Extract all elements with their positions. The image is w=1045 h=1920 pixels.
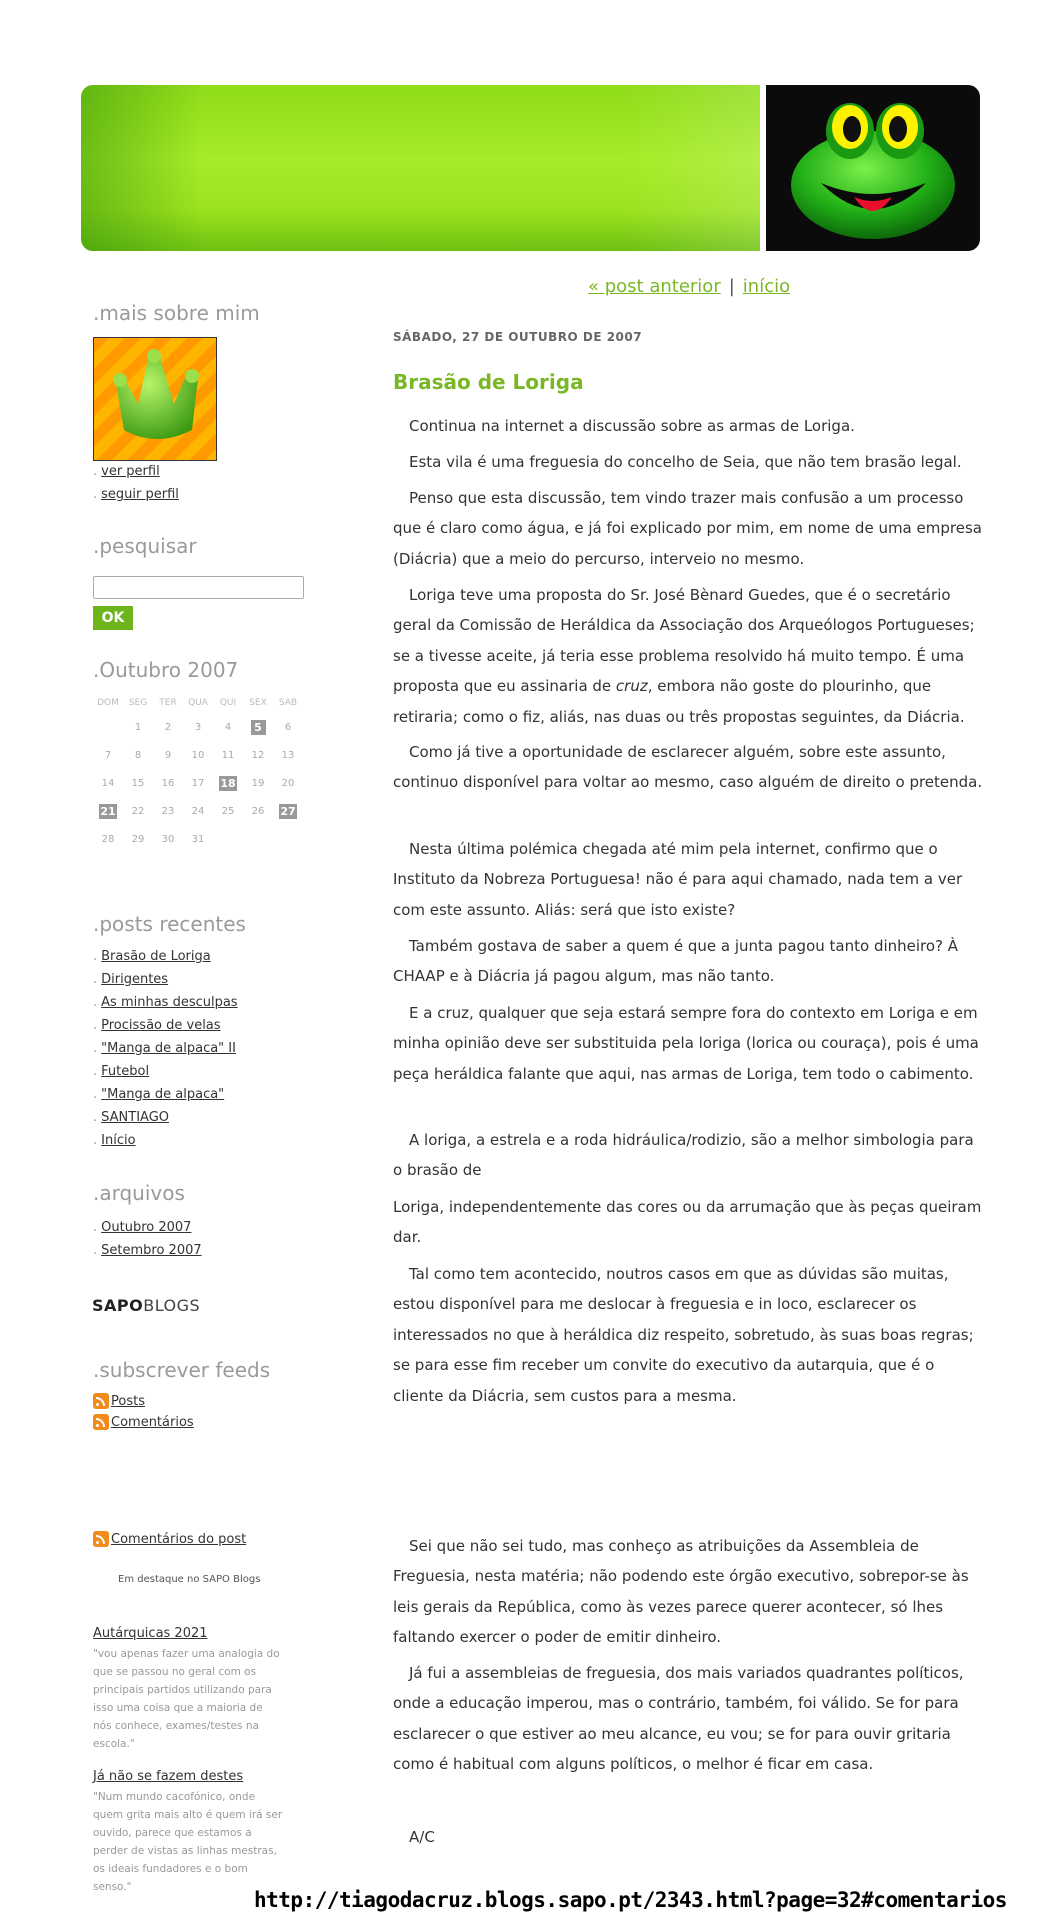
- recent-post-item: . Início: [93, 1133, 136, 1148]
- recent-post-link[interactable]: Procissão de velas: [101, 1018, 221, 1033]
- weekday-label: TER: [159, 698, 177, 708]
- recent-post-link[interactable]: Dirigentes: [101, 972, 169, 987]
- paragraph-text: , embora não goste do plourinho, que retiraria; como o fiz, aliás, nas duas ou três propostas seguintes, da Diácria.: [393, 677, 965, 726]
- calendar-day-number: 11: [221, 749, 235, 761]
- featured-label: Em destaque no SAPO Blogs: [118, 1574, 261, 1585]
- calendar-day-number: [221, 840, 236, 842]
- calendar-day-number: 5: [251, 720, 266, 735]
- calendar-weekdays: [93, 693, 303, 713]
- calendar-day: [153, 805, 183, 818]
- calendar-day: [123, 833, 153, 846]
- post-paragraph: Loriga, independentemente das cores ou da arrumação que às peças queiram dar.: [393, 1198, 982, 1247]
- post-comments-feed-link[interactable]: Comentários do post: [111, 1531, 247, 1547]
- post-paragraph: Penso que esta discussão, tem vindo trazer mais confusão a um processo que é claro como água, e já foi explicado por mim, em nome de uma empresa (Diácria) que a meio do percurso, interveio no mesmo.: [393, 489, 982, 568]
- weekday-label: SAB: [278, 698, 298, 708]
- calendar-day: [243, 777, 273, 790]
- weekday-label: SEX: [249, 698, 267, 708]
- archive-item: . Setembro 2007: [93, 1243, 202, 1258]
- calendar-day: [183, 721, 213, 734]
- calendar-week: [93, 713, 303, 741]
- featured-post-excerpt: "vou apenas fazer uma analogia do que se passou no geral com os principais partidos utilizando para isso uma coisa que a maioria de nós conhece, exames/testes na escola.": [93, 1648, 280, 1750]
- calendar-day-with-post[interactable]: [213, 776, 243, 791]
- rss-icon: [93, 1414, 109, 1430]
- calendar-day: [153, 721, 183, 734]
- logo-light-text: BLOGS: [143, 1296, 201, 1315]
- calendar-day-number: 25: [221, 805, 235, 817]
- calendar-day: [123, 721, 153, 734]
- calendar-day: [273, 834, 303, 845]
- calendar-day-number: 6: [284, 721, 292, 733]
- calendar-day: [183, 749, 213, 762]
- calendar-day-number: 30: [161, 833, 175, 845]
- calendar-day: [273, 749, 303, 762]
- archives-heading: .arquivos: [93, 1181, 185, 1205]
- archive-item: . Outubro 2007: [93, 1220, 192, 1235]
- calendar-day-number: 23: [161, 805, 175, 817]
- calendar-day: [243, 805, 273, 818]
- calendar-day-number: 20: [281, 777, 295, 789]
- calendar-day: [213, 749, 243, 762]
- profile-link-item: . ver perfil: [93, 464, 160, 479]
- search-heading: .pesquisar: [93, 534, 197, 558]
- calendar-heading: .Outubro 2007: [93, 658, 239, 682]
- recent-post-link[interactable]: Brasão de Loriga: [101, 949, 211, 964]
- feed-item: [93, 1393, 145, 1409]
- home-link[interactable]: início: [742, 276, 791, 297]
- weekday-label: QUA: [188, 698, 208, 708]
- recent-post-link[interactable]: SANTIAGO: [101, 1110, 169, 1125]
- calendar-day-number: 8: [134, 749, 142, 761]
- post-paragraph: [393, 580, 983, 732]
- recent-post-link[interactable]: "Manga de alpaca" II: [101, 1041, 236, 1056]
- calendar-day-number: 9: [164, 749, 172, 761]
- calendar-day: [123, 805, 153, 818]
- frog-logo: [766, 85, 980, 251]
- post-paragraph: Sei que não sei tudo, mas conheço as atribuições da Assembleia de Freguesia, nesta matéria; não podendo este órgão executivo, sobrepor-se às leis gerais da República, como às vezes parece querer acontecer, só lhes faltando exercer o poder de emitir dinheiro.: [393, 1537, 969, 1647]
- calendar-day-number: 27: [280, 804, 296, 818]
- post-signature: A/C: [409, 1828, 435, 1846]
- calendar-day-number: 17: [191, 777, 205, 789]
- calendar-day-number: 12: [251, 749, 265, 761]
- calendar-day-number: 28: [101, 833, 115, 845]
- paragraph-emphasis: cruz: [615, 677, 648, 696]
- feed-item: [93, 1414, 194, 1430]
- recent-post-link[interactable]: Futebol: [101, 1064, 150, 1079]
- calendar-week: [93, 797, 303, 825]
- calendar-day-number: 18: [220, 776, 236, 790]
- post-paragraph: Já fui a assembleias de freguesia, dos mais variados quadrantes políticos, onde a educação imperou, mas o contrário, também, foi válido. Se for para esclarecer o que estiver ao meu alcance, eu vou; se for para ouvir gritaria como é habitual com alguns políticos, o melhor é ficar em casa.: [393, 1664, 964, 1774]
- recent-post-item: . Dirigentes: [93, 972, 169, 987]
- calendar-day-number: 21: [100, 804, 116, 818]
- recent-post-link[interactable]: "Manga de alpaca": [101, 1087, 225, 1102]
- calendar-week: [93, 769, 303, 797]
- calendar-day-number: [251, 840, 266, 842]
- recent-post-link[interactable]: Início: [101, 1133, 136, 1148]
- post-paragraph: Tal como tem acontecido, noutros casos em que as dúvidas são muitas, estou disponível para me deslocar à freguesia e in loco, esclarecer os interessados no que à heráldica diz respeito, sobretudo, às suas boas regras; se para esse fim receber um convite do executivo da autarquia, que é o cliente da Diácria, sem custos para a mesma.: [393, 1265, 974, 1405]
- search-button[interactable]: OK: [93, 606, 133, 630]
- calendar-day-with-post[interactable]: [273, 804, 303, 819]
- post-paragraph: Nesta última polémica chegada até mim pela internet, confirmo que o Instituto da Nobreza Portuguesa! não é para aqui chamado, nada tem a ver com este assunto. Aliás: será que isto existe?: [393, 840, 963, 919]
- nav-separator: |: [728, 276, 735, 297]
- weekday-label: DOM: [97, 698, 119, 708]
- calendar-day-number: 26: [251, 805, 265, 817]
- frog-face-icon: [766, 85, 980, 251]
- follow-profile-link[interactable]: seguir perfil: [101, 487, 179, 502]
- post-comments-feed: [93, 1531, 246, 1547]
- header-banner: [81, 85, 760, 251]
- calendar-day-number: 24: [191, 805, 205, 817]
- calendar-day: [213, 834, 243, 845]
- post-paragraph: Também gostava de saber a quem é que a junta pagou tanto dinheiro? À CHAAP e à Diácria já pagou algum, mas não tanto.: [393, 937, 959, 986]
- calendar-day-number: 22: [131, 805, 145, 817]
- calendar: [93, 693, 303, 853]
- posts-feed-link[interactable]: Posts: [111, 1393, 145, 1409]
- calendar-day-with-post[interactable]: [93, 804, 123, 819]
- calendar-day: [153, 749, 183, 762]
- calendar-day-number: 3: [194, 721, 202, 733]
- calendar-day-number: 16: [161, 777, 175, 789]
- paragraph-text: Loriga teve uma proposta do Sr. José Bènard Guedes, que é o secretário geral da Comissão de Heráldica da Associação dos Arqueólogos Portugueses; se a tivesse aceite, já teria esse problema resolvido há muito tempo. É uma proposta que eu assinaria de: [393, 586, 975, 696]
- recent-post-item: . "Manga de alpaca" II: [93, 1041, 236, 1056]
- post-date: SÁBADO, 27 DE OUTUBRO DE 2007: [393, 330, 643, 344]
- calendar-days: [93, 713, 303, 853]
- calendar-day-number: [101, 728, 116, 730]
- calendar-day: [123, 777, 153, 790]
- calendar-day-number: [281, 840, 296, 842]
- view-profile-link[interactable]: ver perfil: [101, 464, 160, 479]
- post-paragraph: E a cruz, qualquer que seja estará sempre fora do contexto em Loriga e em minha opinião deve ser substituida pela loriga (lorica ou couraça), pois é uma peça heráldica falante que aqui, nas armas de Loriga, tem todo o cabimento.: [393, 1004, 979, 1083]
- crown-avatar-icon: [94, 338, 217, 461]
- calendar-day: [153, 777, 183, 790]
- post-navigation: [588, 276, 790, 297]
- calendar-day: [183, 805, 213, 818]
- calendar-day: [273, 777, 303, 790]
- follow-profile-item: . seguir perfil: [93, 487, 179, 502]
- recent-post-link[interactable]: As minhas desculpas: [101, 995, 238, 1010]
- recent-posts-heading: .posts recentes: [93, 912, 246, 936]
- about-heading: .mais sobre mim: [93, 301, 260, 325]
- page-url-caption: http://tiagodacruz.blogs.sapo.pt/2343.html?page=32#comentarios: [254, 1888, 1007, 1912]
- calendar-day: [123, 749, 153, 762]
- calendar-day-number: 2: [164, 721, 172, 733]
- recent-post-item: . Procissão de velas: [93, 1018, 221, 1033]
- recent-post-item: . As minhas desculpas: [93, 995, 238, 1010]
- previous-post-link[interactable]: « post anterior: [588, 276, 721, 297]
- sapo-blogs-logo[interactable]: [92, 1296, 200, 1315]
- calendar-week: [93, 825, 303, 853]
- rss-icon: [93, 1531, 109, 1547]
- featured-post-title[interactable]: Autárquicas 2021: [93, 1626, 208, 1641]
- calendar-day-number: 1: [134, 721, 142, 733]
- comments-feed-link[interactable]: Comentários: [111, 1414, 194, 1430]
- weekday-label: SEG: [128, 698, 148, 708]
- calendar-day: [93, 749, 123, 762]
- calendar-day-number: 10: [191, 749, 205, 761]
- post-paragraph: Como já tive a oportunidade de esclarecer alguém, sobre este assunto, continuo disponível para voltar ao mesmo, caso alguém de direito o pretenda.: [393, 743, 983, 792]
- calendar-day-number: 19: [251, 777, 265, 789]
- archive-link[interactable]: Setembro 2007: [101, 1243, 202, 1258]
- calendar-day-number: 13: [281, 749, 295, 761]
- post-paragraph: A loriga, a estrela e a roda hidráulica/rodizio, são a melhor simbologia para o brasão de: [393, 1131, 974, 1180]
- calendar-day: [93, 722, 123, 733]
- recent-post-item: . SANTIAGO: [93, 1110, 169, 1125]
- archive-link[interactable]: Outubro 2007: [101, 1220, 192, 1235]
- calendar-day-number: 29: [131, 833, 145, 845]
- search-input[interactable]: [93, 576, 304, 599]
- logo-bold-text: SAPO: [92, 1296, 144, 1315]
- calendar-day-number: 4: [224, 721, 232, 733]
- calendar-day: [183, 833, 213, 846]
- calendar-day: [243, 749, 273, 762]
- calendar-week: [93, 741, 303, 769]
- post-title: Brasão de Loriga: [393, 370, 584, 394]
- featured-post-title[interactable]: Já não se fazem destes: [93, 1769, 244, 1784]
- calendar-day: [93, 777, 123, 790]
- calendar-day-number: 31: [191, 833, 205, 845]
- recent-post-item: . Futebol: [93, 1064, 150, 1079]
- calendar-day: [243, 834, 273, 845]
- calendar-day-with-post[interactable]: [243, 720, 273, 735]
- calendar-day: [183, 777, 213, 790]
- featured-post-excerpt: "Num mundo cacofónico, onde quem grita mais alto é quem irá ser ouvido, parece que estamos a perder de vistas as linhas mestras, os ideais fundadores e o bom senso.": [93, 1791, 283, 1893]
- weekday-label: QUI: [219, 698, 237, 708]
- recent-post-item: . Brasão de Loriga: [93, 949, 211, 964]
- calendar-day: [93, 833, 123, 846]
- calendar-day-number: 15: [131, 777, 145, 789]
- post-paragraph: Continua na internet a discussão sobre as armas de Loriga.: [409, 417, 855, 435]
- post-paragraph: Esta vila é uma freguesia do concelho de Seia, que não tem brasão legal.: [409, 453, 962, 471]
- calendar-day: [153, 833, 183, 846]
- recent-post-item: . "Manga de alpaca": [93, 1087, 225, 1102]
- feeds-heading: .subscrever feeds: [93, 1358, 271, 1382]
- calendar-day: [213, 805, 243, 818]
- calendar-day: [213, 721, 243, 734]
- calendar-day: [273, 721, 303, 734]
- calendar-day-number: 14: [101, 777, 115, 789]
- rss-icon: [93, 1393, 109, 1409]
- calendar-day-number: 7: [104, 749, 112, 761]
- avatar[interactable]: [93, 337, 217, 461]
